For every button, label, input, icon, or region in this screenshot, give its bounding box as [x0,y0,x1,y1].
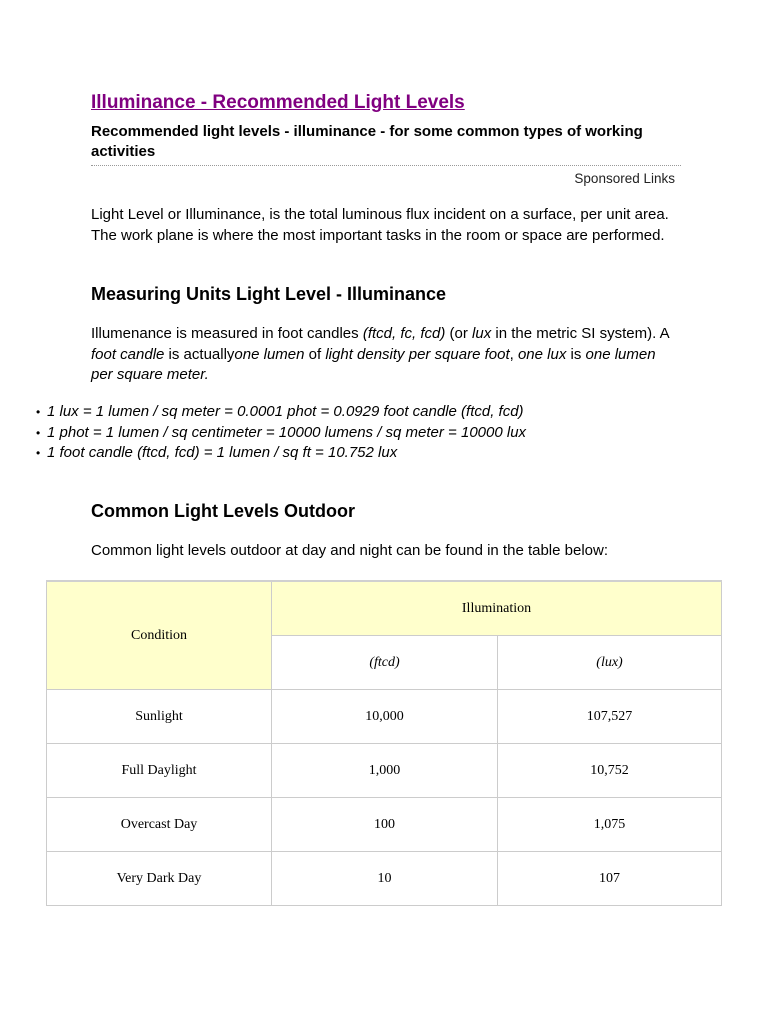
page-subtitle: Recommended light levels - illuminance - for some common types of working activities [91,123,643,160]
page-title-link[interactable]: Illuminance - Recommended Light Levels [91,92,465,113]
units-text-14: one lumen per square meter. [91,345,656,383]
table-cell-condition: Very Dark Day [47,852,272,906]
units-heading: Measuring Units Light Level - Illuminance [91,284,447,304]
list-item: • 1 lux = 1 lumen / sq meter = 0.0001 phot = 0.0929 foot candle (ftcd, fcd) [36,402,596,423]
light-levels-table [46,580,722,906]
table-cell-lux: 107 [498,852,722,906]
table-cell-lux: 1,075 [498,798,722,852]
units-text-8: one lumen [234,345,305,363]
units-text-2: (ftcd, fc, fcd) [362,325,446,342]
sponsored-links-label: Sponsored Links [574,171,675,186]
units-text-6: foot candle [91,345,165,363]
table-header-lux: (lux) [498,636,722,690]
list-item: • 1 phot = 1 lumen / sq centimeter = 10000 lumens / sq meter = 10000 lux [36,423,596,444]
outdoor-paragraph: Common light levels outdoor at day and night can be found in the table below: [91,542,609,559]
table-header-illumination: Illumination [272,581,722,636]
units-text-1: Illumenance is measured in foot candles [91,325,363,342]
table-cell-ftcd: 10 [272,852,498,906]
units-text-13: is [566,345,586,363]
table-cell-lux: 107,527 [498,690,722,744]
table-row [47,690,722,744]
table-cell-ftcd: 100 [272,798,498,852]
table-header-condition: Condition [47,581,272,690]
conversion-list [36,402,596,464]
table-row [47,852,722,906]
units-text-10: light density per square foot [325,345,510,363]
table-header-ftcd: (ftcd) [272,636,498,690]
units-paragraph [91,324,681,386]
table-cell-lux: 10,752 [498,744,722,798]
dotted-divider [91,165,681,166]
units-text-11: , [509,345,518,363]
units-text-7: is actually [164,345,235,363]
outdoor-heading: Common Light Levels Outdoor [91,501,355,521]
units-text-5: in the metric SI system). A [491,325,669,342]
units-text-3: (or [445,325,473,342]
intro-paragraph: Light Level or Illuminance, is the total luminous flux incident on a surface, per unit area. The work plane is where the most important tasks in the room or space are performed. [91,206,669,244]
units-text-12: one lux [517,345,567,363]
units-text-4: lux [472,325,492,342]
table-cell-ftcd: 1,000 [272,744,498,798]
units-text-9: of [304,345,326,363]
table-cell-condition: Full Daylight [47,744,272,798]
table-cell-condition: Overcast Day [47,798,272,852]
table-row [47,798,722,852]
list-item: • 1 foot candle (ftcd, fcd) = 1 lumen / sq ft = 10.752 lux [36,443,596,464]
table-cell-ftcd: 10,000 [272,690,498,744]
table-row [47,744,722,798]
table-cell-condition: Sunlight [47,690,272,744]
